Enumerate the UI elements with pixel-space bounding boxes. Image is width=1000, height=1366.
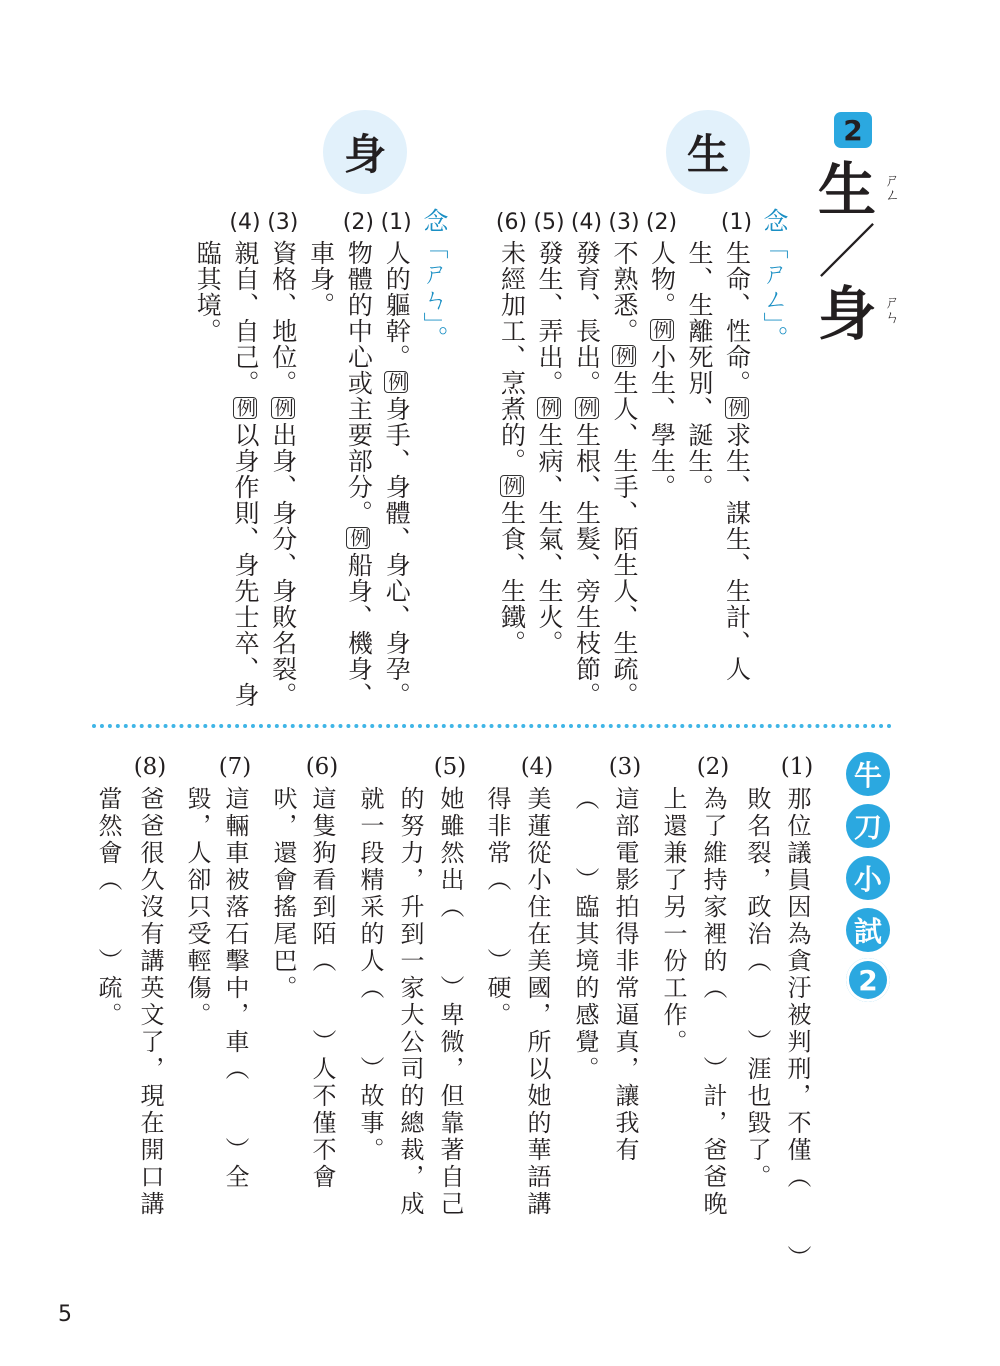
question-line: 爸爸很久沒有講英文了，現在開口講 bbox=[136, 786, 164, 1218]
question-line: 這部電影拍得非常逼真，讓我有 bbox=[611, 786, 639, 1164]
item-number: (4) bbox=[570, 210, 603, 235]
question-number: (3) bbox=[608, 754, 642, 780]
item-number: (4) bbox=[229, 210, 261, 235]
example-marker-icon: 例 bbox=[538, 398, 560, 418]
question-line: 這輛車被落石擊中，車（ ）全 bbox=[221, 786, 249, 1191]
title-char-sheng: 生 bbox=[817, 156, 876, 224]
question-line: 得非常（ ）硬。 bbox=[483, 786, 511, 1029]
question-number: (8) bbox=[133, 754, 167, 780]
example-marker-icon: 例 bbox=[271, 398, 294, 418]
item-number: (2) bbox=[342, 210, 374, 235]
quiz-number-badge: 2 bbox=[846, 958, 890, 1002]
question-line: 當然會（ ）疏。 bbox=[94, 786, 122, 1029]
definition-text: 出身、身分、身敗名裂。 bbox=[268, 422, 298, 708]
question-line: 為了維持家裡的（ ）計，爸爸晚 bbox=[699, 786, 727, 1218]
definition-text: 人物。 bbox=[647, 240, 677, 318]
definition-text: 生、生離死別、誕生。 bbox=[685, 240, 714, 500]
example-marker-icon: 例 bbox=[385, 372, 408, 392]
definition-line bbox=[495, 240, 529, 656]
definition-text: 車身。 bbox=[306, 240, 336, 318]
definition-line bbox=[607, 240, 641, 708]
definition-line bbox=[266, 240, 300, 708]
question-line: 美蓮從小住在美國，所以她的華語講 bbox=[523, 786, 551, 1218]
example-marker-icon: 例 bbox=[650, 320, 673, 340]
title-badge: 2 bbox=[834, 112, 872, 148]
question-line: 這隻狗看到陌（ ）人不僅不會 bbox=[308, 786, 336, 1191]
definition-line bbox=[720, 240, 754, 682]
page-number: 5 bbox=[58, 1302, 72, 1327]
definition-text: 親自、自己。 bbox=[231, 240, 260, 396]
title-char-shen: 身 bbox=[817, 280, 876, 348]
pronunciation: 念「ㄕㄣ」。 bbox=[420, 208, 449, 352]
definition-line bbox=[379, 240, 413, 708]
item-number: (1) bbox=[720, 210, 753, 235]
definition-line bbox=[190, 240, 224, 344]
definition-text: 資格、地位。 bbox=[268, 240, 298, 396]
example-marker-icon: 例 bbox=[347, 528, 370, 548]
quiz-title-char: 小 bbox=[846, 856, 890, 900]
definition-line bbox=[304, 240, 338, 318]
example-marker-icon: 例 bbox=[725, 398, 748, 418]
definition-line bbox=[341, 240, 375, 708]
item-number: (6) bbox=[495, 210, 528, 235]
definition-text: 以身作則、身先士卒、身 bbox=[231, 422, 260, 708]
definition-text: 未經加工、烹煮的。 bbox=[497, 240, 527, 474]
definition-text: 不熟悉。 bbox=[610, 240, 639, 344]
definition-text: 身手、身體、身心、身孕。 bbox=[382, 396, 412, 708]
definition-text: 物體的中心或主要部分。 bbox=[344, 240, 374, 526]
item-number: (2) bbox=[645, 210, 678, 235]
example-marker-icon: 例 bbox=[234, 398, 256, 418]
question-line: （ ）臨其境的感覺。 bbox=[571, 786, 599, 1083]
question-number: (7) bbox=[218, 754, 252, 780]
quiz-title-char: 刀 bbox=[846, 804, 890, 848]
definition-text: 發育、長出。 bbox=[572, 240, 602, 396]
definition-text: 小生、學生。 bbox=[647, 344, 677, 500]
question-line: 敗名裂，政治（ ）涯也毀了。 bbox=[743, 786, 771, 1191]
definition-text: 生命、性命。 bbox=[722, 240, 752, 396]
example-marker-icon: 例 bbox=[613, 346, 635, 366]
item-number: (5) bbox=[533, 210, 565, 235]
quiz-title-char: 牛 bbox=[846, 752, 890, 796]
question-number: (4) bbox=[520, 754, 554, 780]
definition-text: 發生、弄出。 bbox=[535, 240, 564, 396]
definition-line bbox=[645, 240, 679, 500]
heading-shen: 身 bbox=[323, 110, 407, 194]
question-line: 毀，人卻只受輕傷。 bbox=[183, 786, 211, 1029]
definition-text: 生人、生手、陌生人、生疏。 bbox=[610, 370, 639, 708]
definition-text: 人的軀幹。 bbox=[382, 240, 412, 370]
definition-text: 生根、生髮、旁生枝節。 bbox=[572, 422, 602, 708]
dotted-divider bbox=[92, 724, 892, 728]
definition-text: 船身、機身、 bbox=[344, 552, 374, 708]
item-number: (3) bbox=[267, 210, 299, 235]
question-number: (5) bbox=[433, 754, 467, 780]
question-number: (2) bbox=[696, 754, 730, 780]
definition-text: 臨其境。 bbox=[193, 240, 223, 344]
definition-text: 生病、生氣、生火。 bbox=[535, 422, 564, 656]
definition-line bbox=[682, 240, 716, 500]
question-line: 她雖然出（ ）卑微，但靠著自己 bbox=[436, 786, 464, 1218]
definition-line bbox=[532, 240, 566, 656]
definition-text: 求生、謀生、生計、人 bbox=[722, 422, 752, 682]
question-line: 那位議員因為貪汙被判刑，不僅（ ） bbox=[783, 786, 811, 1272]
definition-line bbox=[228, 240, 262, 708]
item-number: (3) bbox=[608, 210, 640, 235]
quiz-title-char: 試 bbox=[846, 908, 890, 952]
heading-sheng: 生 bbox=[666, 110, 750, 194]
bopomofo-sheng: ㄕㄥ bbox=[883, 172, 901, 202]
question-line: 上還兼了另一份工作。 bbox=[659, 786, 687, 1056]
definition-text: 生食、生鐵。 bbox=[497, 500, 527, 656]
item-number: (1) bbox=[380, 210, 412, 235]
pronunciation: 念「ㄕㄥ」。 bbox=[760, 208, 789, 352]
definition-line bbox=[570, 240, 604, 708]
question-line: 的努力，升到一家大公司的總裁，成 bbox=[396, 786, 424, 1218]
question-number: (6) bbox=[305, 754, 339, 780]
bopomofo-shen: ㄕㄣ bbox=[883, 294, 901, 324]
title-separator: ／ bbox=[817, 218, 876, 286]
question-line: 吠，還會搖尾巴。 bbox=[269, 786, 297, 1002]
question-number: (1) bbox=[780, 754, 814, 780]
question-line: 就一段精采的人（ ）故事。 bbox=[356, 786, 384, 1164]
example-marker-icon: 例 bbox=[500, 476, 523, 496]
example-marker-icon: 例 bbox=[575, 398, 598, 418]
